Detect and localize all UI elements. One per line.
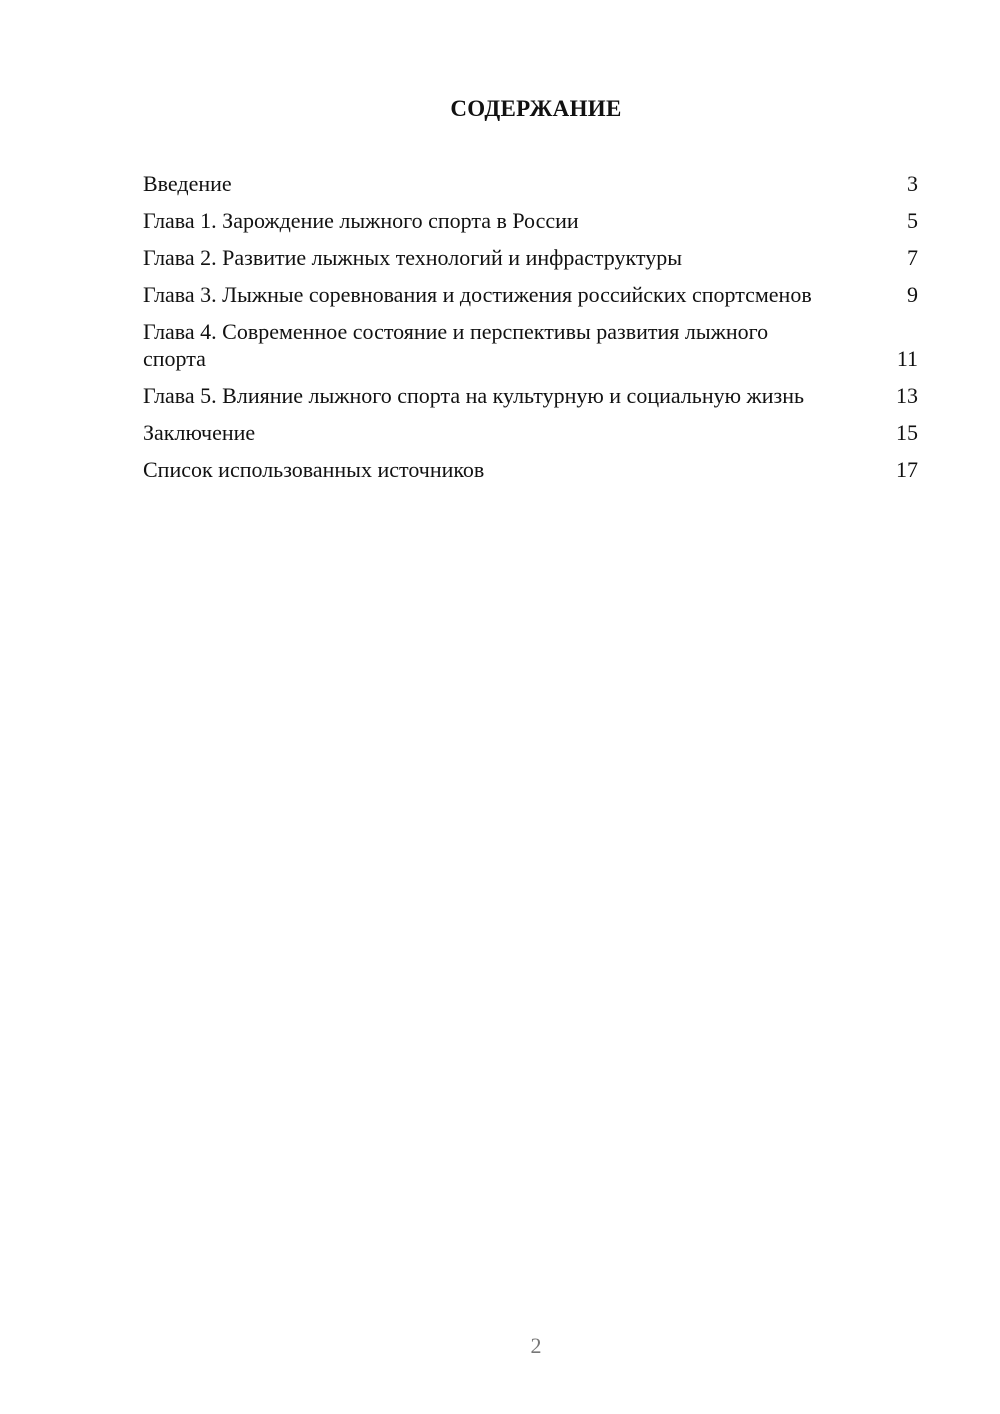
page-number: 2 (530, 1333, 542, 1358)
toc-entry-page: 17 (896, 457, 918, 482)
table-of-contents (143, 170, 918, 493)
toc-entry-text: Глава 2. Развитие лыжных технологий и инфраструктуры (143, 245, 683, 270)
toc-entry-text: Введение (143, 171, 232, 196)
toc-entry-page: 11 (896, 346, 918, 371)
toc-entry-page: 9 (907, 282, 918, 307)
toc-entry-text: Глава 1. Зарождение лыжного спорта в России (143, 208, 579, 233)
toc-entry-chapter-5 (143, 382, 918, 409)
toc-entry-chapter-2 (143, 244, 918, 271)
toc-entry-conclusion (143, 419, 918, 446)
toc-entry-page: 15 (896, 420, 918, 445)
toc-entry-page: 5 (907, 208, 918, 233)
page-title: СОДЕРЖАНИЕ (450, 96, 622, 121)
toc-entry-page: 7 (907, 245, 918, 270)
toc-entry-text: Заключение (143, 420, 256, 445)
toc-entry-page: 3 (907, 171, 918, 196)
toc-entry-text: Глава 4. Современное состояние и перспективы развития лыжного спорта (143, 319, 769, 371)
toc-entry-chapter-3 (143, 281, 918, 308)
toc-entry-text: Глава 5. Влияние лыжного спорта на культурную и социальную жизнь (143, 383, 805, 408)
toc-entry-text: Глава 3. Лыжные соревнования и достижения российских спортсменов (143, 282, 812, 307)
toc-entry-chapter-4 (143, 318, 918, 372)
toc-entry-text: Список использованных источников (143, 457, 485, 482)
toc-entry-introduction (143, 170, 918, 197)
toc-entry-references (143, 456, 918, 483)
toc-entry-page: 13 (896, 383, 918, 408)
toc-entry-chapter-1 (143, 207, 918, 234)
